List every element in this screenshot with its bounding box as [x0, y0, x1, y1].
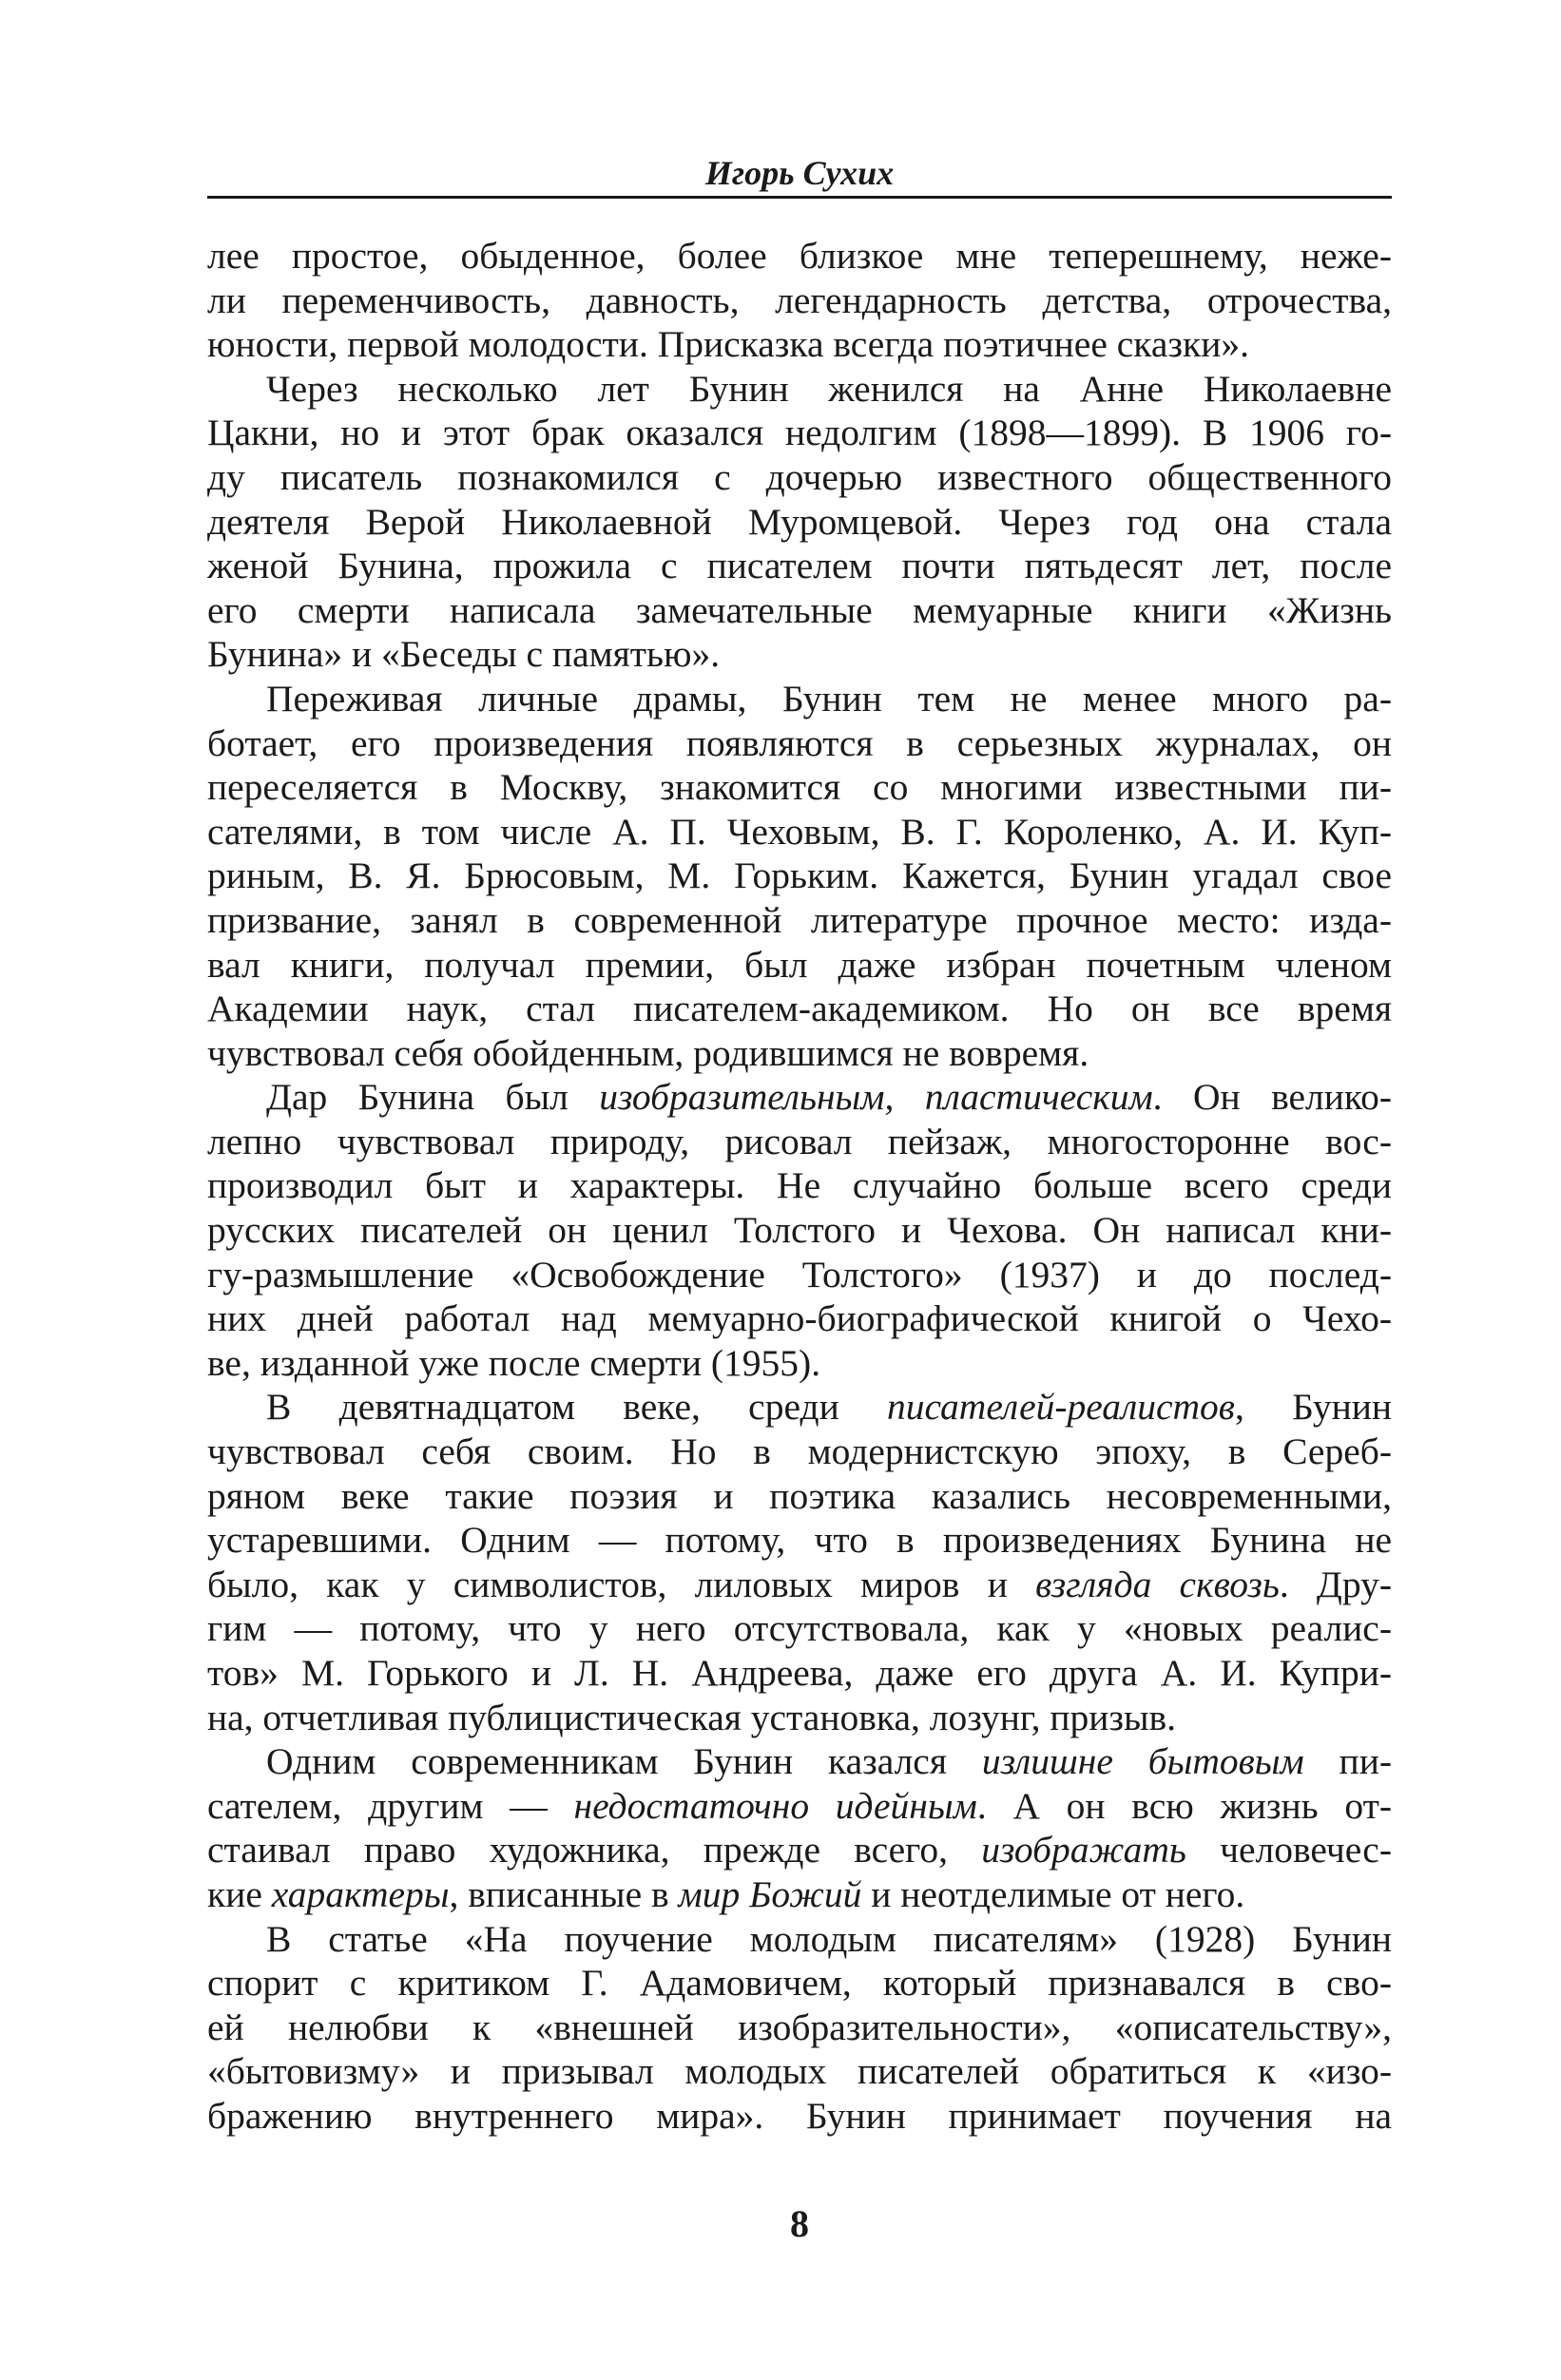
text-line: тов» М. Горького и Л. Н. Андреева, даже его друга А. И. Купри- [207, 1652, 1392, 1694]
text-run: Одним современникам Бунин казался [266, 1740, 982, 1783]
text-line: ве, изданной уже после смерти (1955). [207, 1341, 821, 1384]
text-line: лепно чувствовал природу, рисовал пейзаж, многосторонне вос- [207, 1120, 1392, 1162]
text-line: бражению внутреннего мира». Бунин принимает поучения на [207, 2094, 1392, 2137]
text-line: гу-размышление «Освобождение Толстого» (1937) и до послед- [207, 1253, 1392, 1296]
text-line [207, 1075, 1392, 1120]
italic-run: мир Божий [678, 1872, 862, 1915]
text-run: . Он велико- [1152, 1076, 1392, 1119]
text-run: В девятнадцатом веке, среди [266, 1386, 888, 1429]
text-line: чувствовал себя обойденным, родившимся не вовремя. [207, 1031, 1089, 1074]
header-rule [207, 196, 1392, 199]
italic-run: писателей-реалистов [887, 1386, 1235, 1429]
italic-run: изображать [981, 1829, 1186, 1871]
text-line: Академии наук, стал писателем-академиком. Но он все время [207, 988, 1392, 1030]
text-line: Бунина» и «Беседы с памятью». [207, 633, 721, 676]
text-line: ботает, его произведения появляются в серьезных журналах, он [207, 721, 1392, 764]
text-line [207, 1828, 1392, 1872]
text-line [207, 1563, 1392, 1607]
text-line: деятеля Верой Николаевной Муромцевой. Через год она стала [207, 500, 1392, 543]
body-text [207, 234, 1392, 2139]
text-line [207, 1872, 1392, 1917]
text-line: его смерти написала замечательные мемуарные книги «Жизнь [207, 588, 1392, 631]
text-line: Цакни, но и этот брак оказался недолгим (1898—1899). В 1906 го- [207, 412, 1392, 454]
text-run: кие [207, 1872, 272, 1915]
text-run: стаивал право художника, прежде всего, [207, 1829, 982, 1871]
text-line: ряном веке такие поэзия и поэтика казались несовременными, [207, 1474, 1392, 1517]
text-line: ей нелюбви к «внешней изобразительности», «описательству», [207, 2006, 1392, 2048]
italic-run: недостаточно идейным [573, 1784, 977, 1827]
text-run: и неотделимые от него. [861, 1872, 1245, 1915]
text-line: на, отчетливая публицистическая установка, лозунг, призыв. [207, 1696, 1177, 1738]
text-line [207, 1739, 1392, 1784]
italic-run: характеры [271, 1872, 450, 1915]
text-run: , вписанные в [449, 1872, 679, 1915]
text-line: них дней работал над мемуарно-биографической книгой о Чехо- [207, 1297, 1392, 1340]
text-run: . Дру- [1279, 1563, 1392, 1605]
text-run: Дар Бунина был [266, 1076, 600, 1119]
text-line: Переживая личные драмы, Бунин тем не менее много ра- [266, 677, 1392, 720]
text-line: производил быт и характеры. Не случайно больше всего среди [207, 1164, 1392, 1207]
text-line: женой Бунина, прожила с писателем почти пятьдесят лет, после [207, 545, 1392, 587]
text-line: В статье «На поучение молодым писателям» (1928) Бунин [266, 1917, 1392, 1960]
text-line: ли переменчивость, давность, легендарность детства, отрочества, [207, 278, 1392, 321]
italic-run: излишне бытовым [981, 1740, 1304, 1783]
italic-run: изобразительным, пластическим [599, 1076, 1153, 1119]
text-line: риным, В. Я. Брюсовым, М. Горьким. Кажется, Бунин угадал свое [207, 854, 1392, 897]
text-line: сателями, в том числе А. П. Чеховым, В. Г. Короленко, А. И. Куп- [207, 810, 1392, 853]
page-number: 8 [790, 2202, 809, 2245]
text-run: было, как у символистов, лиловых миров и [207, 1563, 1036, 1605]
text-run: . А он всю жизнь от- [976, 1784, 1392, 1827]
text-run: , Бунин [1234, 1386, 1392, 1429]
text-line: юности, первой молодости. Присказка всегда поэтичнее сказки». [207, 323, 1249, 366]
text-run: сателем, другим — [207, 1784, 574, 1827]
text-line [207, 1385, 1392, 1430]
italic-run: взгляда сквозь [1035, 1563, 1280, 1605]
text-run: человечес- [1185, 1829, 1392, 1871]
text-line: лее простое, обыденное, более близкое мне теперешнему, неже- [207, 235, 1392, 277]
text-line: вал книги, получал премии, был даже избран почетным членом [207, 943, 1392, 986]
text-line [207, 1784, 1392, 1829]
text-line: чувствовал себя своим. Но в модернистскую эпоху, в Сереб- [207, 1430, 1392, 1473]
text-line: Через несколько лет Бунин женился на Анне Николаевне [266, 367, 1392, 410]
text-line: спорит с критиком Г. Адамовичем, который признавался в сво- [207, 1962, 1392, 2005]
text-line: устаревшими. Одним — потому, что в произведениях Бунина не [207, 1519, 1392, 1562]
text-line: переселяется в Москву, знакомится со многими известными пи- [207, 766, 1392, 809]
text-line: ду писатель познакомился с дочерью известного общественного [207, 455, 1392, 498]
text-run: пи- [1303, 1740, 1392, 1783]
running-head: Игорь Сухих [704, 154, 895, 192]
text-line: «бытовизму» и призывал молодых писателей обратиться к «изо- [207, 2050, 1392, 2093]
text-line: призвание, занял в современной литературе прочное место: изда- [207, 898, 1392, 941]
text-line: русских писателей он ценил Толстого и Чехова. Он написал кни- [207, 1209, 1392, 1252]
text-line: гим — потому, что у него отсутствовала, как у «новых реалис- [207, 1607, 1392, 1650]
